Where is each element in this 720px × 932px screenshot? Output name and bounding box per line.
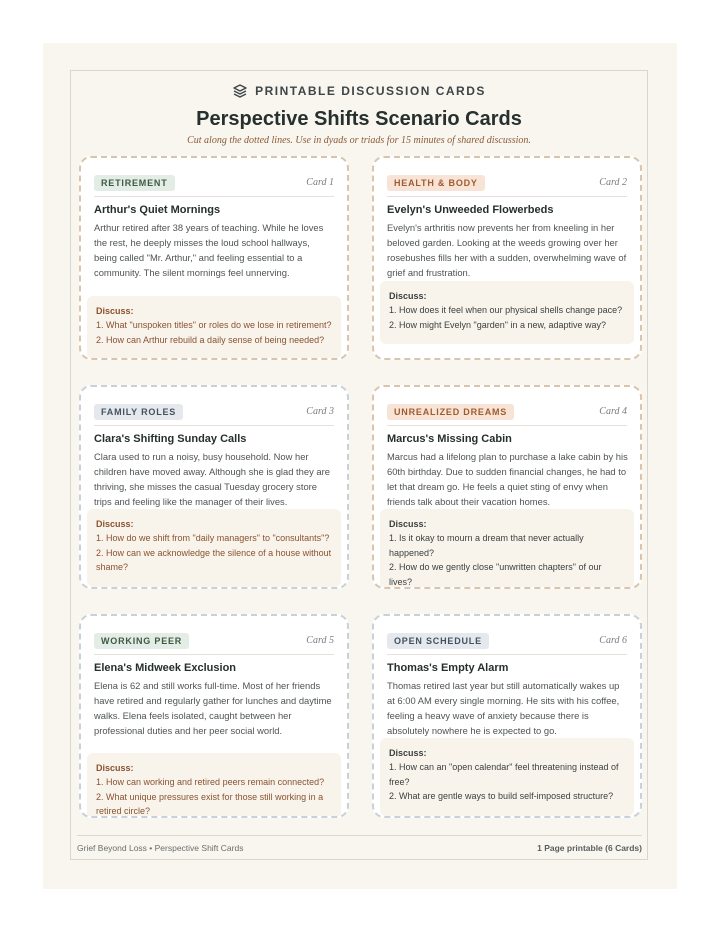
card-tag: OPEN SCHEDULE [387, 633, 489, 649]
discussion-question: 1. Is it okay to mourn a dream that never actually happened? [389, 533, 584, 558]
card-6 [372, 614, 642, 818]
discussion-question: 1. How can working and retired peers remain connected? [96, 777, 325, 788]
card-tag: FAMILY ROLES [94, 404, 183, 420]
card-divider [387, 196, 627, 197]
card-tag: WORKING PEER [94, 633, 189, 649]
discussion-question: 2. How might Evelyn "garden" in a new, adaptive way? [389, 319, 607, 330]
card-title: Elena's Midweek Exclusion [94, 662, 237, 674]
page-subtitle: Cut along the dotted lines. Use in dyads or triads for 15 minutes of shared discussion. [187, 135, 531, 146]
card-1 [79, 156, 349, 360]
footer-left: Grief Beyond Loss • Perspective Shift Cards [77, 843, 244, 853]
discussion-question: 1. How can an "open calendar" feel threatening instead of free? [389, 762, 619, 787]
card-divider [387, 654, 627, 655]
card-number: Card 2 [599, 177, 627, 188]
page-title: Perspective Shifts Scenario Cards [196, 108, 522, 130]
discussion-box [87, 753, 341, 818]
card-story: Arthur retired after 38 years of teaching. While he loves the rest, he deeply misses the loud school hallways, being called "Mr. Arthur," and feeling essential to a community. The silent mornings feel unnerving. [94, 222, 324, 278]
discussion-box [380, 738, 634, 816]
card-story: Elena is 62 and still works full-time. Most of her friends have retired and regularly gather for lunches and daytime walks. Elena feels isolated, caught between her professional duties and her peer social world. [94, 680, 332, 736]
card-divider [94, 196, 334, 197]
card-2 [372, 156, 642, 360]
discuss-label: Discuss: [389, 291, 427, 301]
discussion-box [87, 296, 341, 359]
page-header [70, 78, 648, 148]
card-5 [79, 614, 349, 818]
card-story: Marcus had a lifelong plan to purchase a lake cabin by his 60th birthday. Due to sudden financial changes, he had to let that dream go. He feels a quiet sting of envy when friends talk about their vacation homes. [387, 451, 628, 507]
card-divider [94, 425, 334, 426]
card-number: Card 1 [306, 177, 334, 188]
card-tag: UNREALIZED DREAMS [387, 404, 514, 420]
card-number: Card 6 [599, 635, 627, 646]
discuss-label: Discuss: [96, 763, 134, 773]
card-title: Thomas's Empty Alarm [387, 662, 509, 674]
card-story: Evelyn's arthritis now prevents her from kneeling in her beloved garden. Looking at the weeds growing over her rosebushes fills her with a sudden, overwhelming wave of grief and frustration. [387, 222, 627, 278]
eyebrow-text: PRINTABLE DISCUSSION CARDS [255, 84, 486, 98]
card-number: Card 5 [306, 635, 334, 646]
discuss-label: Discuss: [389, 748, 427, 758]
discussion-question: 1. What "unspoken titles" or roles do we lose in retirement? [96, 320, 332, 331]
card-title: Marcus's Missing Cabin [387, 433, 512, 445]
layers-icon [232, 83, 248, 99]
card-tag: RETIREMENT [94, 175, 175, 191]
discuss-label: Discuss: [389, 519, 427, 529]
card-4 [372, 385, 642, 589]
card-number: Card 4 [599, 406, 627, 417]
card-title: Evelyn's Unweeded Flowerbeds [387, 204, 554, 216]
discussion-question: 1. How do we shift from "daily managers" to "consultants"? [96, 533, 330, 544]
page-footer [77, 835, 642, 860]
discussion-question: 2. How can Arthur rebuild a daily sense of being needed? [96, 334, 325, 345]
card-divider [94, 654, 334, 655]
card-story: Clara used to run a noisy, busy household. Now her children have moved away. Although she is glad they are thriving, she misses the casual Tuesday grocery store trips and feeling like the manager of their lives. [94, 451, 330, 507]
discussion-box [380, 509, 634, 589]
discussion-question: 2. How do we gently close "unwritten chapters" of our lives? [389, 562, 602, 587]
card-number: Card 3 [306, 406, 334, 417]
discussion-question: 2. What are gentle ways to build self-imposed structure? [389, 791, 614, 802]
card-title: Clara's Shifting Sunday Calls [94, 433, 247, 445]
discussion-question: 2. What unique pressures exist for those still working in a retired circle? [96, 791, 324, 817]
card-divider [387, 425, 627, 426]
card-title: Arthur's Quiet Mornings [94, 204, 221, 216]
card-story: Thomas retired last year but still automatically wakes up at 6:00 AM every single morning. He sits with his coffee, feeling a heavy wave of anxiety because there is absolutely nowhere he is expected to go. [387, 680, 620, 736]
card-tag: HEALTH & BODY [387, 175, 485, 191]
discussion-question: 1. How does it feel when our physical shells change pace? [389, 305, 623, 316]
discuss-label: Discuss: [96, 306, 134, 316]
card-3 [79, 385, 349, 589]
discussion-question: 2. How can we acknowledge the silence of a house without shame? [96, 547, 332, 573]
discussion-box [87, 509, 341, 587]
discuss-label: Discuss: [96, 519, 134, 529]
footer-right: 1 Page printable (6 Cards) [537, 843, 642, 853]
eyebrow [70, 78, 648, 104]
discussion-box [380, 281, 634, 344]
